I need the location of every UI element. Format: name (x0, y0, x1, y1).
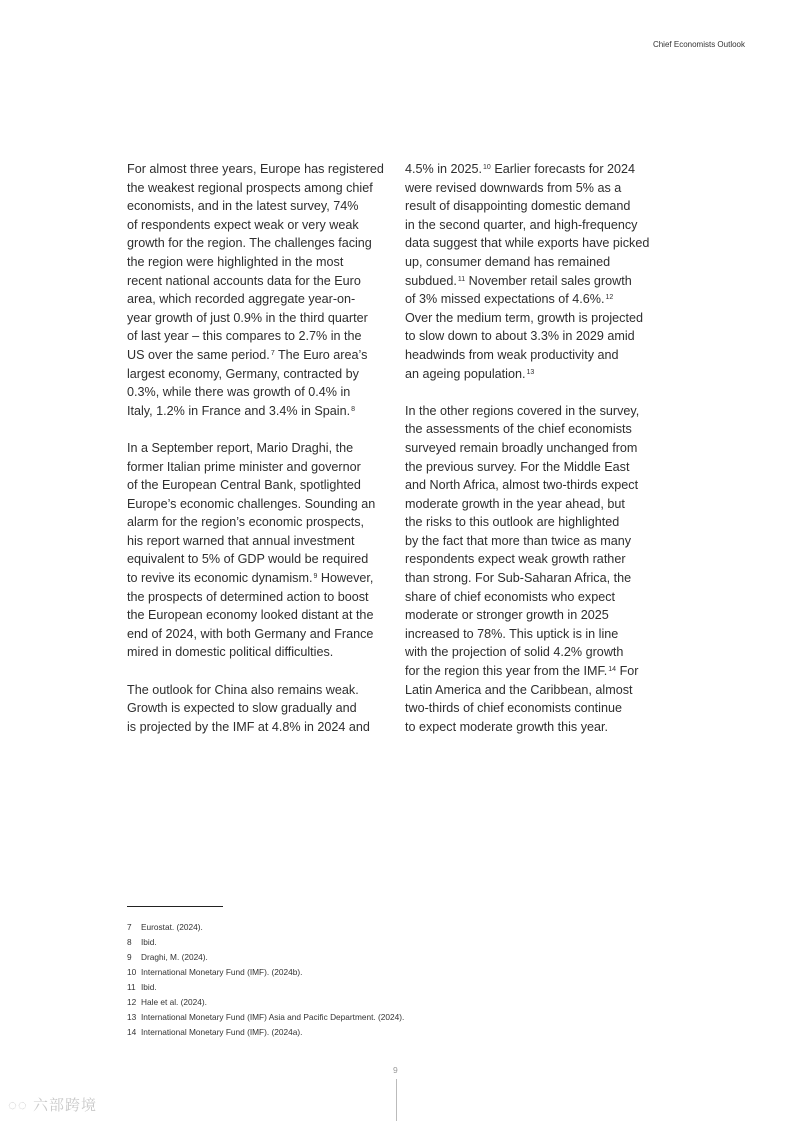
text-segment: end of 2024, with both Germany and France (127, 626, 374, 641)
paragraph (127, 160, 397, 420)
text-line (127, 160, 397, 179)
footnote-ref[interactable]: 10 (483, 164, 491, 171)
text-segment: of the European Central Bank, spotlighted (127, 478, 361, 493)
text-segment: with the projection of solid 4.2% growth (405, 645, 624, 660)
text-segment: to revive its economic dynamism. (127, 571, 313, 586)
text-segment: economists, and in the latest survey, 74% (127, 199, 359, 214)
text-line (405, 699, 675, 718)
footnote-number: 12 (127, 997, 137, 1007)
text-segment: and North Africa, almost two-thirds expect (405, 478, 639, 493)
text-segment: of 3% missed expectations of 4.6%. (405, 292, 605, 307)
footnote-text: International Monetary Fund (IMF). (2024b). (141, 967, 303, 977)
text-segment: data suggest that while exports have picked (405, 236, 650, 251)
text-line (405, 569, 675, 588)
text-segment: the previous survey. For the Middle East (405, 459, 630, 474)
text-line (405, 550, 675, 569)
footnote-text: Draghi, M. (2024). (141, 952, 208, 962)
text-line (127, 625, 397, 644)
text-line (127, 234, 397, 253)
text-segment: mired in domestic political difficulties. (127, 645, 334, 660)
text-segment: two-thirds of chief economists continue (405, 701, 622, 716)
footnote-ref[interactable]: 8 (351, 405, 355, 413)
text-segment: In a September report, Mario Draghi, the (127, 440, 354, 455)
text-segment: an ageing population. (405, 366, 526, 381)
watermark-logo: ◌◌ 六部跨境 (8, 1097, 97, 1114)
text-line (127, 365, 397, 384)
text-segment: were revised downwards from 5% as a (405, 180, 622, 195)
text-line (127, 179, 397, 198)
text-segment: However, (317, 571, 374, 586)
text-line (405, 272, 675, 291)
text-segment: equivalent to 5% of GDP would be required (127, 552, 369, 567)
footnote-text: International Monetary Fund (IMF). (2024a). (141, 1027, 303, 1037)
text-column-right (405, 160, 675, 755)
text-line (127, 272, 397, 291)
running-header: Chief Economists Outlook (652, 40, 745, 49)
footnote-number: 9 (127, 952, 132, 962)
text-segment: increased to 78%. This uptick is in line (405, 626, 619, 641)
text-line (405, 718, 675, 737)
text-line (127, 532, 397, 551)
footnote-ref[interactable]: 12 (605, 294, 614, 302)
text-line (405, 160, 675, 179)
text-segment: of respondents expect weak or very weak (127, 217, 359, 232)
text-line (127, 309, 397, 328)
text-segment: 4.5% in 2025. (405, 162, 483, 176)
footnote-ref[interactable]: 7 (270, 349, 275, 357)
text-segment: recent national accounts data for the Euro (127, 273, 361, 288)
text-segment: alarm for the region’s economic prospects, (127, 515, 365, 530)
paragraph (127, 439, 397, 662)
text-segment: In the other regions covered in the survey, (405, 403, 640, 418)
text-line (127, 699, 397, 718)
text-line (127, 569, 397, 588)
footnote (127, 995, 404, 1010)
text-line (405, 216, 675, 235)
text-line (405, 643, 675, 662)
text-line (405, 179, 675, 198)
footnote-ref[interactable]: 14 (608, 666, 617, 674)
text-segment: the prospects of determined action to boost (127, 589, 369, 604)
footnote (127, 920, 404, 935)
text-line (127, 402, 397, 421)
text-segment: largest economy, Germany, contracted by (127, 366, 359, 381)
text-line (405, 197, 675, 216)
text-line (405, 513, 675, 532)
text-segment: Earlier forecasts for 2024 (490, 162, 636, 176)
text-segment: Over the medium term, growth is projected (405, 310, 643, 325)
text-segment: November retail sales growth (465, 273, 632, 288)
text-line (405, 476, 675, 495)
text-segment: the region were highlighted in the most (127, 254, 344, 269)
footnote-divider (127, 906, 223, 907)
text-segment: in the second quarter, and high-frequency (405, 217, 638, 232)
text-line (127, 643, 397, 662)
footnote-ref[interactable]: 9 (313, 573, 318, 581)
text-line (405, 365, 675, 384)
text-line (127, 458, 397, 477)
text-segment: growth for the region. The challenges facing (127, 236, 372, 251)
text-segment: Growth is expected to slow gradually and (127, 701, 357, 716)
footnote-text: Ibid. (141, 937, 157, 947)
footnote-number: 7 (127, 922, 132, 932)
text-segment: surveyed remain broadly unchanged from (405, 440, 638, 455)
text-line (127, 383, 397, 402)
text-line (127, 216, 397, 235)
text-line (405, 290, 675, 309)
text-segment: than strong. For Sub-Saharan Africa, the (405, 571, 632, 586)
footnotes (127, 920, 404, 1040)
text-line (127, 550, 397, 569)
text-line (405, 625, 675, 644)
text-line (127, 327, 397, 346)
footnote-number: 13 (127, 1012, 137, 1022)
text-segment: the European economy looked distant at the (127, 608, 374, 623)
text-line (405, 309, 675, 328)
text-line (127, 346, 397, 365)
footnote-ref[interactable]: 11 (457, 275, 466, 283)
footnote-number: 8 (127, 937, 132, 947)
footnote-ref[interactable]: 13 (526, 368, 535, 376)
text-line (127, 197, 397, 216)
footnote-text: Ibid. (141, 982, 157, 992)
text-segment: year growth of just 0.9% in the third quarter (127, 310, 368, 325)
text-line (405, 588, 675, 607)
text-segment: moderate growth in the year ahead, but (405, 496, 625, 511)
text-line (405, 458, 675, 477)
page-number: 9 (393, 1065, 398, 1075)
text-line (405, 327, 675, 346)
text-segment: share of chief economists who expect (405, 589, 616, 604)
footnote-text: Eurostat. (2024). (141, 922, 203, 932)
footnote (127, 1025, 404, 1040)
text-segment: to expect moderate growth this year. (405, 719, 609, 734)
text-line (405, 606, 675, 625)
text-segment: For almost three years, Europe has registered (127, 162, 384, 176)
text-segment: is projected by the IMF at 4.8% in 2024 and (127, 719, 370, 734)
text-line (405, 234, 675, 253)
text-column-left (127, 160, 397, 755)
footnote-text: International Monetary Fund (IMF) Asia and Pacific Department. (2024). (141, 1012, 405, 1022)
text-line (405, 662, 675, 681)
text-line (127, 290, 397, 309)
text-segment: respondents expect weak growth rather (405, 552, 626, 567)
text-line (405, 532, 675, 551)
text-line (127, 718, 397, 737)
text-segment: US over the same period. (127, 347, 270, 362)
text-segment: result of disappointing domestic demand (405, 199, 631, 214)
footnote-number: 11 (127, 982, 136, 992)
text-line (405, 346, 675, 365)
text-segment: moderate or stronger growth in 2025 (405, 608, 609, 623)
text-line (405, 439, 675, 458)
text-segment: by the fact that more than twice as many (405, 533, 632, 548)
text-line (405, 420, 675, 439)
text-segment: to slow down to about 3.3% in 2029 amid (405, 329, 635, 344)
text-line (127, 253, 397, 272)
footnote (127, 980, 404, 995)
text-segment: Italy, 1.2% in France and 3.4% in Spain. (127, 403, 351, 418)
text-segment: area, which recorded aggregate year-on- (127, 292, 356, 307)
text-segment: Europe’s economic challenges. Sounding an (127, 496, 376, 511)
text-line (127, 588, 397, 607)
text-segment: headwinds from weak productivity and (405, 347, 619, 362)
paragraph (405, 160, 675, 383)
text-line (127, 439, 397, 458)
text-segment: The Euro area’s (274, 347, 368, 362)
page-marker-line (396, 1079, 397, 1121)
text-line (127, 495, 397, 514)
text-segment: his report warned that annual investment (127, 533, 355, 548)
footnote (127, 935, 404, 950)
text-segment: subdued. (405, 273, 457, 288)
text-segment: for the region this year from the IMF. (405, 664, 608, 679)
footnote-text: Hale et al. (2024). (141, 997, 207, 1007)
text-line (405, 253, 675, 272)
text-line (127, 681, 397, 700)
text-segment: former Italian prime minister and governor (127, 459, 361, 474)
footnote (127, 950, 404, 965)
text-line (405, 495, 675, 514)
text-segment: up, consumer demand has remained (405, 254, 611, 269)
text-line (405, 681, 675, 700)
text-segment: The outlook for China also remains weak. (127, 682, 359, 697)
footnote (127, 1010, 404, 1025)
paragraph (405, 402, 675, 737)
footnote-number: 14 (127, 1027, 137, 1037)
text-line (127, 606, 397, 625)
footnote (127, 965, 404, 980)
text-segment: 0.3%, while there was growth of 0.4% in (127, 385, 351, 400)
footnote-number: 10 (127, 967, 137, 977)
text-segment: Latin America and the Caribbean, almost (405, 682, 633, 697)
text-line (127, 513, 397, 532)
text-segment: For (616, 664, 639, 679)
text-segment: of last year – this compares to 2.7% in the (127, 329, 362, 344)
text-segment: the weakest regional prospects among chief (127, 180, 373, 195)
text-line (127, 476, 397, 495)
text-line (405, 402, 675, 421)
text-segment: the risks to this outlook are highlighted (405, 515, 620, 530)
paragraph (127, 681, 397, 737)
text-segment: the assessments of the chief economists (405, 422, 632, 437)
